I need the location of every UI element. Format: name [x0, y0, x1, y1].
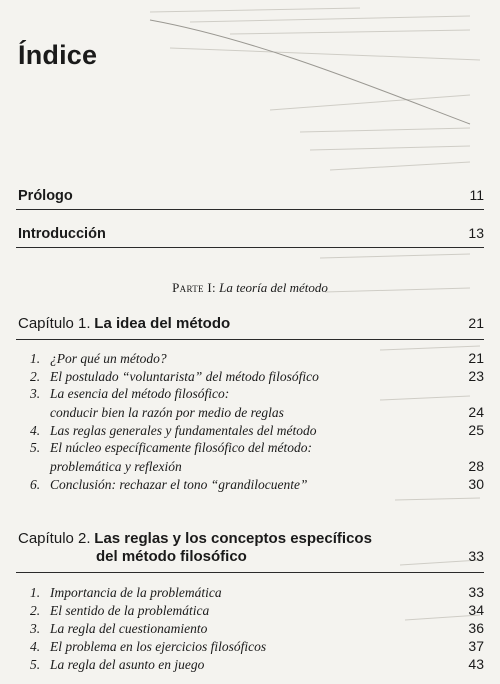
toc-chapter-2-continuation[interactable]: [96, 548, 484, 565]
toc-entry-page: 11: [469, 187, 484, 203]
section-number: 4.: [30, 639, 41, 654]
section-number: 5.: [30, 440, 41, 455]
part-heading: [0, 280, 500, 296]
section-number: 4.: [30, 423, 41, 438]
toc-section[interactable]: [30, 602, 484, 619]
divider: [16, 247, 484, 248]
section-title-continuation: conducir bien la razón por medio de reglas: [50, 405, 284, 420]
section-number: 5.: [30, 657, 41, 672]
section-title: Importancia de la problemática: [50, 585, 222, 600]
toc-section[interactable]: [30, 584, 484, 601]
toc-section[interactable]: [30, 638, 484, 655]
toc-section[interactable]: [30, 422, 484, 439]
chapter-title: La idea del método: [94, 315, 231, 332]
toc-section[interactable]: [30, 476, 484, 493]
section-page: 37: [468, 638, 484, 654]
section-title: Las reglas generales y fundamentales del método: [50, 423, 317, 438]
section-page: 30: [468, 476, 484, 492]
chapter-page: 21: [468, 315, 484, 331]
toc-section-continuation[interactable]: [50, 404, 484, 421]
section-page: 21: [468, 350, 484, 366]
toc-section[interactable]: [30, 368, 484, 385]
chapter-title: Las reglas y los conceptos específicos: [94, 530, 372, 547]
toc-entry-label: Introducción: [18, 226, 106, 242]
section-number: 3.: [30, 386, 41, 401]
part-title: La teoría del método: [219, 280, 328, 295]
section-number: 1.: [30, 585, 41, 600]
chapter-prefix: Capítulo 1.: [18, 315, 91, 332]
toc-chapter-2[interactable]: [18, 530, 484, 548]
section-number: 2.: [30, 603, 41, 618]
toc-entry-introduccion[interactable]: [18, 225, 484, 242]
section-page: 24: [468, 404, 484, 420]
section-number: 3.: [30, 621, 41, 636]
page-title: Índice: [18, 40, 98, 70]
part-prefix: Parte I:: [172, 280, 216, 295]
section-page: 43: [468, 656, 484, 672]
section-page: 25: [468, 422, 484, 438]
section-title-continuation: problemática y reflexión: [50, 459, 182, 474]
section-title: La esencia del método filosófico:: [50, 386, 230, 401]
section-title: La regla del cuestionamiento: [50, 621, 208, 636]
section-title: Conclusión: rechazar el tono “grandilocuente”: [50, 477, 308, 492]
chapter-title-continuation: del método filosófico: [96, 548, 247, 565]
section-number: 2.: [30, 369, 41, 384]
section-page: 33: [468, 584, 484, 600]
section-title: ¿Por qué un método?: [50, 351, 167, 366]
divider: [16, 572, 484, 573]
section-page: 36: [468, 620, 484, 636]
chapter-prefix: Capítulo 2.: [18, 530, 91, 547]
toc-entry-page: 13: [468, 225, 484, 241]
toc-entry-label: Prólogo: [18, 188, 73, 204]
toc-section[interactable]: [30, 620, 484, 637]
section-title: El núcleo específicamente filosófico del método:: [50, 440, 313, 455]
section-page: 23: [468, 368, 484, 384]
section-title: El problema en los ejercicios filosóficos: [50, 639, 267, 654]
section-page: 34: [468, 602, 484, 618]
section-title: La regla del asunto en juego: [50, 657, 205, 672]
divider: [16, 209, 484, 210]
toc-chapter-1[interactable]: [18, 315, 484, 333]
section-number: 1.: [30, 351, 41, 366]
divider: [16, 339, 484, 340]
chapter-page: 33: [468, 548, 484, 564]
toc-entry-prologo[interactable]: [18, 187, 484, 204]
toc-section[interactable]: [30, 386, 484, 402]
section-page: 28: [468, 458, 484, 474]
toc-section-continuation[interactable]: [50, 458, 484, 475]
section-number: 6.: [30, 477, 41, 492]
toc-section[interactable]: [30, 656, 484, 673]
section-title: El sentido de la problemática: [50, 603, 210, 618]
toc-section[interactable]: [30, 440, 484, 456]
toc-section[interactable]: [30, 350, 484, 367]
section-title: El postulado “voluntarista” del método filosófico: [50, 369, 319, 384]
